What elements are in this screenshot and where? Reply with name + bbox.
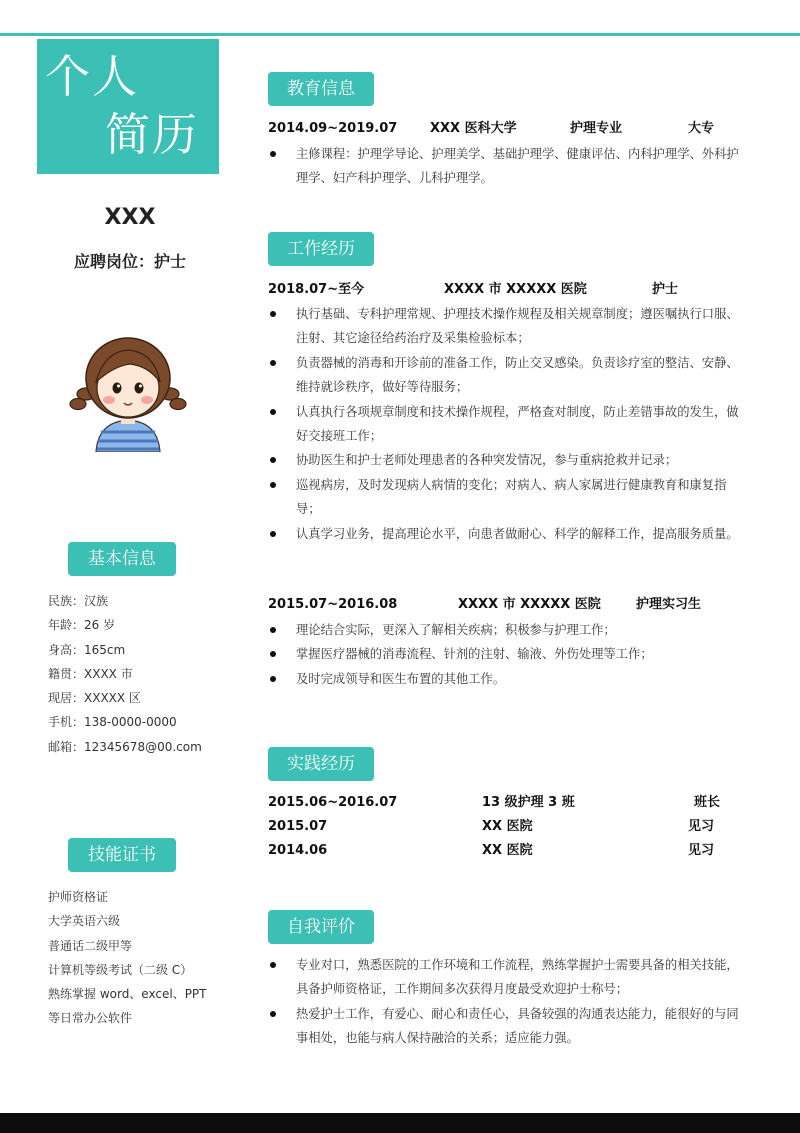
basic-info-list (48, 589, 202, 759)
job-org: XXXX 市 XXXXX 医院 (458, 597, 601, 612)
info-residence: 现居：XXXXX 区 (48, 691, 141, 706)
job-bullets (268, 618, 746, 691)
job-bullet: 掌握医疗器械的消毒流程、针剂的注射、输液、外伤处理等工作； (268, 642, 746, 666)
job-bullet: 巡视病房，及时发现病人病情的变化；对病人、病人家属进行健康教育和康复指导； (268, 473, 746, 522)
job-period: 2015.07~2016.08 (268, 597, 398, 612)
info-age: 年龄：26 岁 (48, 618, 116, 633)
job-bullet: 负责器械的消毒和开诊前的准备工作，防止交叉感染。负责诊疗室的整洁、安静、维持就诊秩序，做好等待服务； (268, 351, 746, 400)
practice-row (268, 840, 748, 862)
practice-org: XX 医院 (482, 843, 533, 858)
job-bullet: 协助医生和护士老师处理患者的各种突发情况，参与重病抢救并记录； (268, 448, 746, 472)
education-period: 2014.09~2019.07 (268, 121, 398, 136)
info-phone: 手机：138-0000-0000 (48, 715, 177, 730)
skill-item: 普通话二级甲等 (48, 938, 133, 953)
education-heading: 教育信息 (268, 72, 374, 106)
title-line-1: 个人 (45, 50, 140, 103)
practice-org: 13 级护理 3 班 (482, 795, 575, 810)
skill-item: 大学英语六级 (48, 914, 121, 929)
info-height: 身高：165cm (48, 642, 126, 657)
info-hometown: 籍贯：XXXX 市 (48, 666, 133, 681)
practice-period: 2015.06~2016.07 (268, 795, 398, 810)
job-period: 2018.07~至今 (268, 282, 365, 297)
education-school: XXX 医科大学 (430, 121, 517, 136)
skills-heading: 技能证书 (68, 838, 176, 872)
education-major: 护理专业 (570, 121, 623, 136)
skill-item: 计算机等级考试（二级 C） (48, 962, 193, 977)
job-bullet: 认真学习业务，提高理论水平，向患者做耐心、科学的解释工作，提高服务质量。 (268, 522, 746, 546)
applied-position: 应聘岗位：护士 (73, 252, 186, 271)
girl-avatar-icon (68, 330, 188, 452)
job-bullet: 认真执行各项规章制度和技术操作规程，严格查对制度，防止差错事故的发生，做好交接班工作； (268, 400, 746, 449)
self-eval-bullet: 专业对口，熟悉医院的工作环境和工作流程，熟练掌握护士需要具备的相关技能，具备护师资格证，工作期间多次获得月度最受欢迎护士称号； (268, 953, 746, 1002)
practice-role: 见习 (688, 843, 715, 858)
practice-role: 班长 (694, 795, 721, 810)
title-line-2: 简历 (105, 108, 200, 161)
footer-bar (0, 1113, 800, 1133)
candidate-name: XXX (104, 205, 156, 230)
self-eval-heading: 自我评价 (268, 910, 374, 944)
job-title: 护理实习生 (636, 597, 702, 612)
work-heading: 工作经历 (268, 232, 374, 266)
job-bullets (268, 302, 746, 546)
job-bullet: 理论结合实际，更深入了解相关疾病；积极参与护理工作； (268, 618, 746, 642)
practice-period: 2014.06 (268, 843, 328, 858)
job-title: 护士 (652, 282, 679, 297)
practice-row (268, 816, 748, 838)
education-bullet: 主修课程：护理学导论、护理美学、基础护理学、健康评估、内科护理学、外科护理学、妇产科护理学、儿科护理学。 (268, 142, 746, 191)
practice-period: 2015.07 (268, 819, 328, 834)
education-degree: 大专 (688, 121, 715, 136)
practice-heading: 实践经历 (268, 747, 374, 781)
job-bullet: 执行基础、专科护理常规、护理技术操作规程及相关规章制度；遵医嘱执行口服、注射、其它途径给药治疗及采集检验标本； (268, 302, 746, 351)
practice-row (268, 792, 748, 814)
skill-item: 等日常办公软件 (48, 1011, 133, 1026)
resume-title-block (37, 39, 219, 174)
basic-info-heading: 基本信息 (68, 542, 176, 576)
job-row (268, 594, 748, 616)
info-ethnicity: 民族：汉族 (48, 594, 109, 608)
self-eval-bullets (268, 953, 746, 1051)
practice-org: XX 医院 (482, 819, 533, 834)
education-row (268, 118, 748, 140)
top-accent-line (0, 33, 800, 36)
job-org: XXXX 市 XXXXX 医院 (444, 282, 587, 297)
education-bullets (268, 142, 746, 191)
skills-list (48, 885, 207, 1031)
info-email: 邮箱：12345678@00.com (48, 739, 202, 754)
job-row (268, 279, 748, 301)
job-bullet: 及时完成领导和医生布置的其他工作。 (268, 667, 746, 691)
skill-item: 熟练掌握 word、excel、PPT (48, 987, 207, 1002)
self-eval-bullet: 热爱护士工作，有爱心、耐心和责任心，具备较强的沟通表达能力，能很好的与同事相处，也能与病人保持融洽的关系；适应能力强。 (268, 1002, 746, 1051)
practice-role: 见习 (688, 819, 715, 834)
skill-item: 护师资格证 (48, 890, 109, 904)
